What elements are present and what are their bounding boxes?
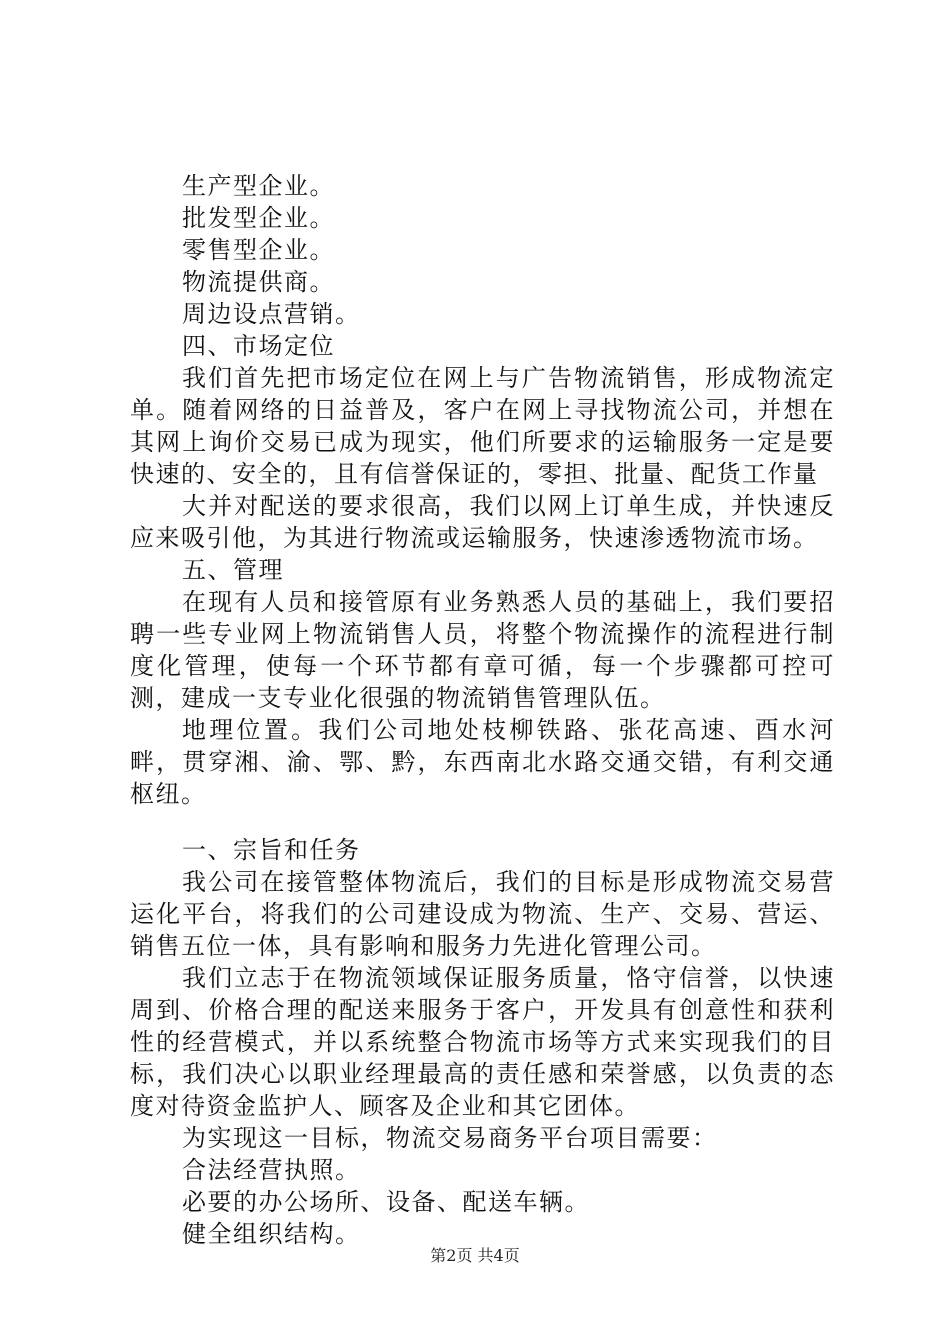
document-body bbox=[130, 170, 835, 1250]
section-spacer bbox=[130, 810, 835, 834]
section-heading-management: 五、管理 bbox=[182, 556, 284, 584]
list-item-nearby-marketing: 周边设点营销。 bbox=[182, 300, 361, 328]
paragraph-requirements-intro: 为实现这一目标，物流交易商务平台项目需要： bbox=[182, 1124, 718, 1152]
list-item-logistics-provider: 物流提供商。 bbox=[182, 268, 335, 296]
list-item-retail: 零售型企业。 bbox=[182, 236, 335, 264]
paragraph-commitment: 我们立志于在物流领域保证服务质量，恪守信誉，以快速周到、价格合理的配送来服务于客户，开发具有创意性和获利性的经营模式，并以系统整合物流市场等方式来实现我们的目标，我们决心以职业经理最高的责任感和荣誉感，以负责的态度对待资金监护人、顾客及企业和其它团体。 bbox=[130, 964, 835, 1120]
paragraph-market-positioning-cont: 大并对配送的要求很高，我们以网上订单生成，并快速反应来吸引他，为其进行物流或运输服务，快速渗透物流市场。 bbox=[130, 492, 835, 552]
page-footer: 第2页 共4页 bbox=[430, 1246, 520, 1265]
section-heading-market-positioning: 四、市场定位 bbox=[182, 332, 335, 360]
list-item-office-equipment: 必要的办公场所、设备、配送车辆。 bbox=[182, 1188, 590, 1216]
section-heading-purpose: 一、宗旨和任务 bbox=[182, 836, 361, 864]
paragraph-goal: 我公司在接管整体物流后，我们的目标是形成物流交易营运化平台，将我们的公司建设成为物流、生产、交易、营运、销售五位一体，具有影响和服务力先进化管理公司。 bbox=[130, 868, 835, 960]
list-item-organization: 健全组织结构。 bbox=[182, 1220, 361, 1248]
paragraph-location: 地理位置。我们公司地处枝柳铁路、张花高速、酉水河畔，贯穿湘、渝、鄂、黔，东西南北水路交通交错，有利交通枢纽。 bbox=[130, 716, 835, 808]
list-item-wholesale: 批发型企业。 bbox=[182, 204, 335, 232]
list-item-license: 合法经营执照。 bbox=[182, 1156, 361, 1184]
paragraph-market-positioning: 我们首先把市场定位在网上与广告物流销售，形成物流定单。随着网络的日益普及，客户在网上寻找物流公司，并想在其网上询价交易已成为现实，他们所要求的运输服务一定是要快速的、安全的，且有信誉保证的，零担、批量、配货工作量 bbox=[130, 364, 835, 488]
list-item-production: 生产型企业。 bbox=[182, 172, 335, 200]
paragraph-management: 在现有人员和接管原有业务熟悉人员的基础上，我们要招聘一些专业网上物流销售人员，将整个物流操作的流程进行制度化管理，使每一个环节都有章可循，每一个步骤都可控可测，建成一支专业化很强的物流销售管理队伍。 bbox=[130, 588, 835, 712]
